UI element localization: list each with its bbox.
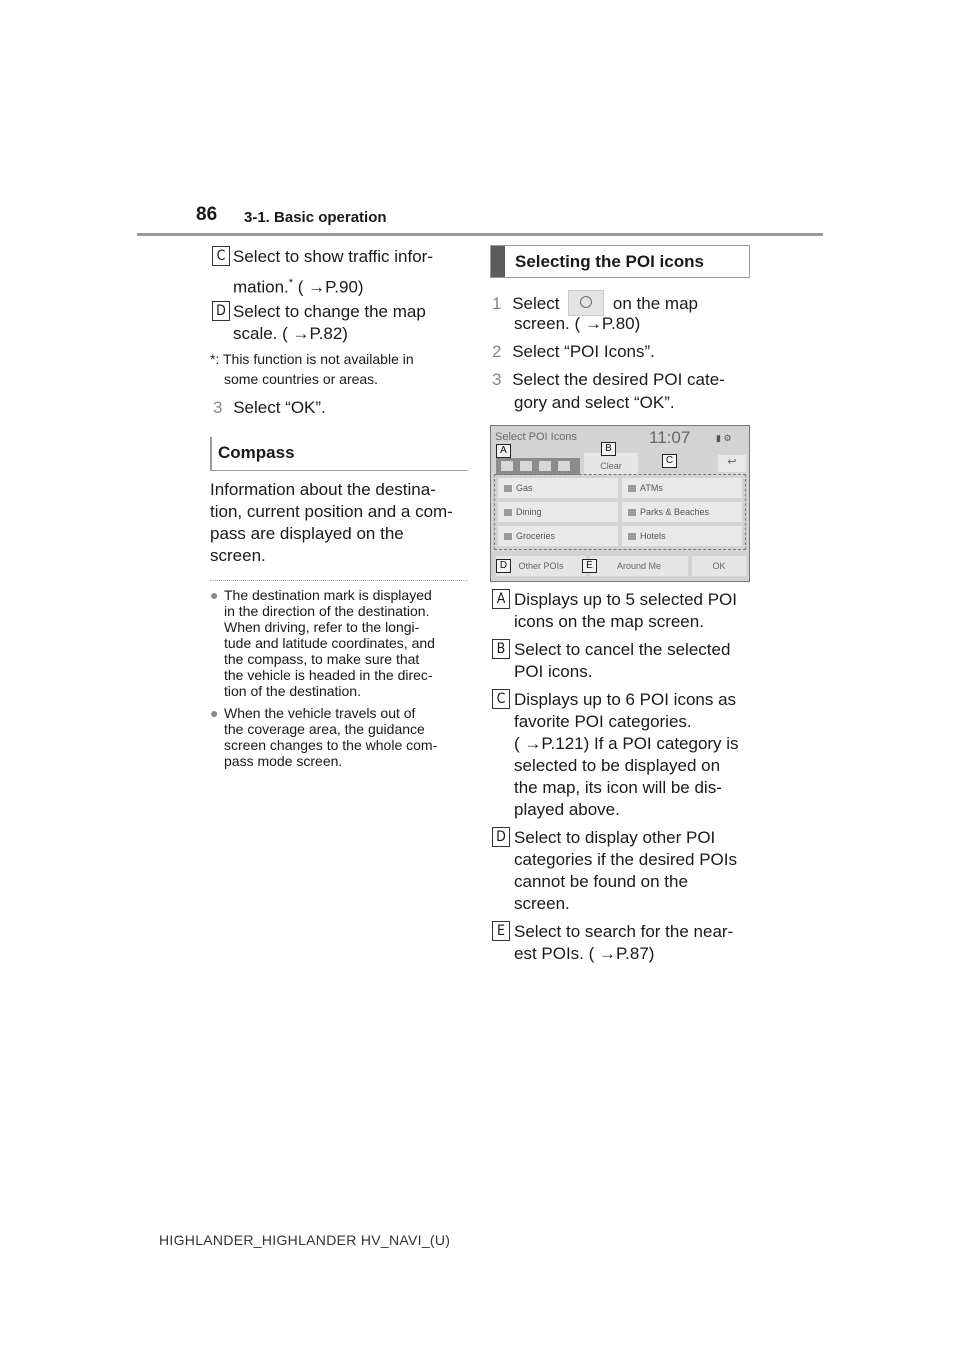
- legend-line: screen.: [514, 894, 570, 913]
- category-dining: [498, 502, 618, 522]
- legend-d-text: [514, 827, 737, 915]
- legend-line: Select to display other POI: [514, 828, 716, 847]
- step-3: [213, 397, 326, 419]
- step-number: 3: [492, 370, 502, 389]
- heading-bar: [491, 246, 505, 277]
- note-line: When driving, refer to the longi-: [224, 619, 420, 635]
- legend-e: [492, 921, 510, 941]
- compass-line: tion, current position and a com-: [210, 502, 453, 521]
- badge-c: C: [492, 689, 510, 709]
- ok-button: OK: [692, 556, 746, 576]
- legend-line: Select to search for the near-: [514, 922, 734, 941]
- category-label: Parks & Beaches: [640, 507, 710, 517]
- legend-line: est POIs. ( →P.87): [514, 944, 655, 963]
- legend-c-text: [514, 689, 739, 821]
- callout-a: A: [496, 444, 511, 458]
- category-label: Groceries: [516, 531, 556, 541]
- page-number: 86: [196, 204, 218, 225]
- back-icon: ↩: [718, 455, 746, 472]
- note-line: screen changes to the whole com-: [224, 737, 438, 753]
- poi-screen-image: [490, 425, 750, 582]
- note-list: [210, 587, 472, 769]
- compass-line: pass are displayed on the: [210, 524, 404, 543]
- badge-d: D: [212, 301, 230, 321]
- compass-text: [210, 479, 453, 567]
- poi-icon: [539, 461, 551, 471]
- legend-line: Displays up to 5 selected POI: [514, 590, 738, 609]
- selected-icons-strip: [496, 458, 580, 475]
- note-line: pass mode screen.: [224, 753, 343, 769]
- item-d: [212, 301, 230, 321]
- item-c-line2: [233, 272, 364, 299]
- item-c-ref: ( →P.90): [297, 277, 364, 297]
- poi-step-3-line2: gory and select “OK”.: [514, 393, 675, 412]
- legend-line: favorite POI categories.: [514, 712, 692, 731]
- atm-icon: [628, 485, 636, 492]
- legend-a: [492, 589, 510, 609]
- hotel-icon: [628, 533, 636, 540]
- poi-step-3: [492, 369, 725, 391]
- compass-heading-bar: [210, 437, 212, 471]
- step-number: 3: [213, 398, 223, 417]
- badge-b: B: [492, 639, 510, 659]
- legend-c: [492, 689, 510, 709]
- note-line: the coverage area, the guidance: [224, 721, 425, 737]
- park-icon: [628, 509, 636, 516]
- category-gas: [498, 478, 618, 498]
- screen-title: Select POI Icons: [495, 431, 577, 443]
- category-groceries: [498, 526, 618, 546]
- callout-d: D: [496, 559, 511, 573]
- footnote-mark: *: [288, 277, 294, 289]
- bullet-icon: ●: [210, 705, 219, 721]
- compass-line: screen.: [210, 546, 266, 565]
- legend-line: Displays up to 6 POI icons as: [514, 690, 737, 709]
- step-text: Select “POI Icons”.: [512, 342, 655, 361]
- item-d-line1: Select to change the map: [233, 302, 426, 321]
- clear-button: Clear: [584, 453, 638, 475]
- poi-icon: [558, 461, 570, 471]
- legend-line: POI icons.: [514, 662, 593, 681]
- note-line: tion of the destination.: [224, 683, 361, 699]
- note-line: The destination mark is displayed: [224, 587, 432, 603]
- category-label: ATMs: [640, 483, 663, 493]
- section-title: 3-1. Basic operation: [244, 209, 387, 226]
- step-text: Select “OK”.: [233, 398, 326, 417]
- callout-b: B: [601, 442, 616, 456]
- footnote-line2: some countries or areas.: [224, 371, 379, 387]
- header-rule: [137, 233, 823, 236]
- badge-a: A: [492, 589, 510, 609]
- step-number: 2: [492, 342, 502, 361]
- poi-heading: [490, 245, 750, 278]
- legend-b: [492, 639, 510, 659]
- badge-d: D: [492, 827, 510, 847]
- step-text: on the map: [612, 294, 698, 313]
- poi-icon: [520, 461, 532, 471]
- compass-heading: Compass: [218, 443, 295, 462]
- legend-line: icons on the map screen.: [514, 612, 704, 631]
- compass-line: Information about the destina-: [210, 480, 436, 499]
- note-item: [210, 587, 472, 699]
- compass-heading-rule: [210, 470, 468, 471]
- around-me-button: Around Me: [590, 556, 688, 576]
- legend-b-text: [514, 639, 730, 683]
- category-hotels: [622, 526, 742, 546]
- legend-line: categories if the desired POIs: [514, 850, 738, 869]
- item-d-line2: scale. ( →P.82): [233, 324, 348, 343]
- note-line: the vehicle is headed in the direc-: [224, 667, 433, 683]
- category-label: Gas: [516, 483, 533, 493]
- note-line: When the vehicle travels out of: [224, 705, 416, 721]
- poi-icon: [501, 461, 513, 471]
- step-text: Select: [512, 294, 560, 313]
- poi-step-2: [492, 341, 655, 363]
- separator: [210, 580, 468, 581]
- note-line: tude and latitude coordinates, and: [224, 635, 435, 651]
- legend-d: [492, 827, 510, 847]
- item-c-line1: Select to show traffic infor-: [233, 247, 433, 266]
- callout-e: E: [582, 559, 597, 573]
- note-line: the compass, to make sure that: [224, 651, 420, 667]
- legend-a-text: [514, 589, 737, 633]
- note-item: [210, 705, 472, 769]
- item-c: [212, 246, 230, 266]
- bullet-icon: ●: [210, 587, 219, 603]
- legend-line: ( →P.121) If a POI category is: [514, 734, 739, 753]
- legend-line: played above.: [514, 800, 620, 819]
- poi-step-1-line2: screen. ( →P.80): [514, 314, 641, 333]
- legend-line: cannot be found on the: [514, 872, 688, 891]
- legend-line: selected to be displayed on: [514, 756, 721, 775]
- document-footer: HIGHLANDER_HIGHLANDER HV_NAVI_(U): [159, 1232, 451, 1248]
- badge-e: E: [492, 921, 510, 941]
- category-parks: [622, 502, 742, 522]
- step-text: Select the desired POI cate-: [512, 370, 725, 389]
- step-number: 1: [492, 294, 502, 313]
- footnote-line1: *: This function is not available in: [210, 351, 414, 367]
- item-c-text: mation.: [233, 277, 289, 297]
- grocery-icon: [504, 533, 512, 540]
- legend-line: the map, its icon will be dis-: [514, 778, 722, 797]
- category-atms: [622, 478, 742, 498]
- legend-line: Select to cancel the selected: [514, 640, 731, 659]
- other-pois-button: Other POIs: [496, 556, 586, 576]
- poi-heading-text: Selecting the POI icons: [515, 251, 704, 271]
- category-label: Hotels: [640, 531, 666, 541]
- note-line: in the direction of the destination.: [224, 603, 430, 619]
- callout-c: C: [662, 454, 677, 468]
- dining-icon: [504, 509, 512, 516]
- badge-c: C: [212, 246, 230, 266]
- status-icons: ▮ ⚙: [716, 433, 732, 443]
- legend-e-text: [514, 921, 733, 965]
- gas-icon: [504, 485, 512, 492]
- screen-clock: 11:07: [649, 428, 691, 447]
- category-label: Dining: [516, 507, 542, 517]
